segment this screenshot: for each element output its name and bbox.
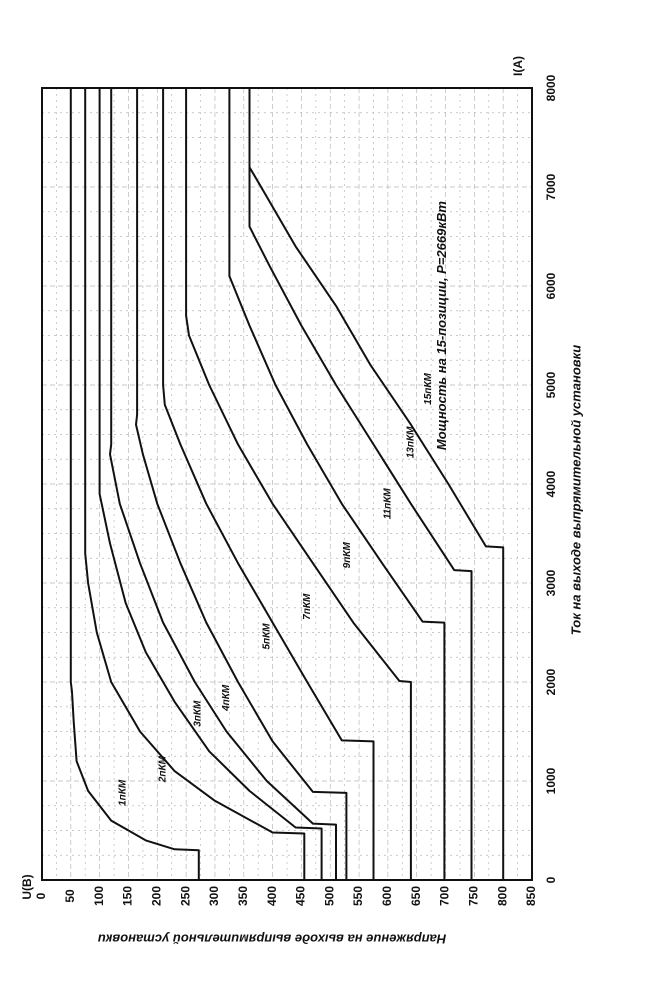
x-axis-unit: I(A) <box>511 56 526 76</box>
chart-title: Мощность на 15-позиции, P=2669кВт <box>434 201 450 451</box>
x-tick-label: 3000 <box>544 569 559 597</box>
y-tick-label: 550 <box>351 885 366 907</box>
x-tick-label: 5000 <box>544 371 559 399</box>
curve-label: 13пКМ <box>405 426 417 459</box>
curve-label: 5пКМ <box>261 623 273 650</box>
y-tick-label: 100 <box>91 885 106 907</box>
x-tick-label: 2000 <box>544 668 559 696</box>
y-axis-title: Напряжение на выходе выпрямительной установки <box>97 931 447 947</box>
x-tick-label: 4000 <box>544 470 559 498</box>
curve-label: 9пКМ <box>342 542 354 569</box>
y-tick-label: 350 <box>235 885 250 907</box>
y-tick-label: 0 <box>34 892 49 900</box>
y-tick-label: 650 <box>408 885 423 907</box>
y-tick-label: 50 <box>62 889 77 903</box>
y-tick-label: 200 <box>149 885 164 907</box>
x-tick-label: 8000 <box>544 74 559 102</box>
curve-label: 4пКМ <box>221 684 233 711</box>
x-tick-label: 0 <box>544 876 559 884</box>
y-tick-label: 700 <box>437 885 452 907</box>
x-tick-label: 6000 <box>544 272 559 300</box>
x-tick-label: 7000 <box>544 173 559 201</box>
y-tick-label: 300 <box>207 885 222 907</box>
y-axis-unit: U(B) <box>20 874 35 900</box>
curve-label: 11пКМ <box>382 488 394 520</box>
y-tick-label: 850 <box>524 885 539 907</box>
y-tick-label: 250 <box>178 885 193 907</box>
y-tick-label: 500 <box>322 885 337 907</box>
y-tick-label: 450 <box>293 885 308 907</box>
y-tick-label: 600 <box>380 885 395 907</box>
y-tick-label: 150 <box>120 885 135 907</box>
curve-label: 2пКМ <box>157 756 169 783</box>
y-tick-label: 800 <box>495 885 510 907</box>
curve-label: 15пКМ <box>422 373 434 405</box>
curve-label: 7пКМ <box>301 593 313 620</box>
x-tick-label: 1000 <box>544 767 559 795</box>
curve-label: 1пКМ <box>117 779 129 806</box>
curve-labels <box>117 372 434 806</box>
x-axis-title: Ток на выходе выпрямительной установки <box>568 344 584 636</box>
tick-labels <box>34 74 558 906</box>
curve-label: 3пКМ <box>192 700 204 727</box>
y-tick-label: 400 <box>264 885 279 907</box>
y-tick-label: 750 <box>466 885 481 907</box>
